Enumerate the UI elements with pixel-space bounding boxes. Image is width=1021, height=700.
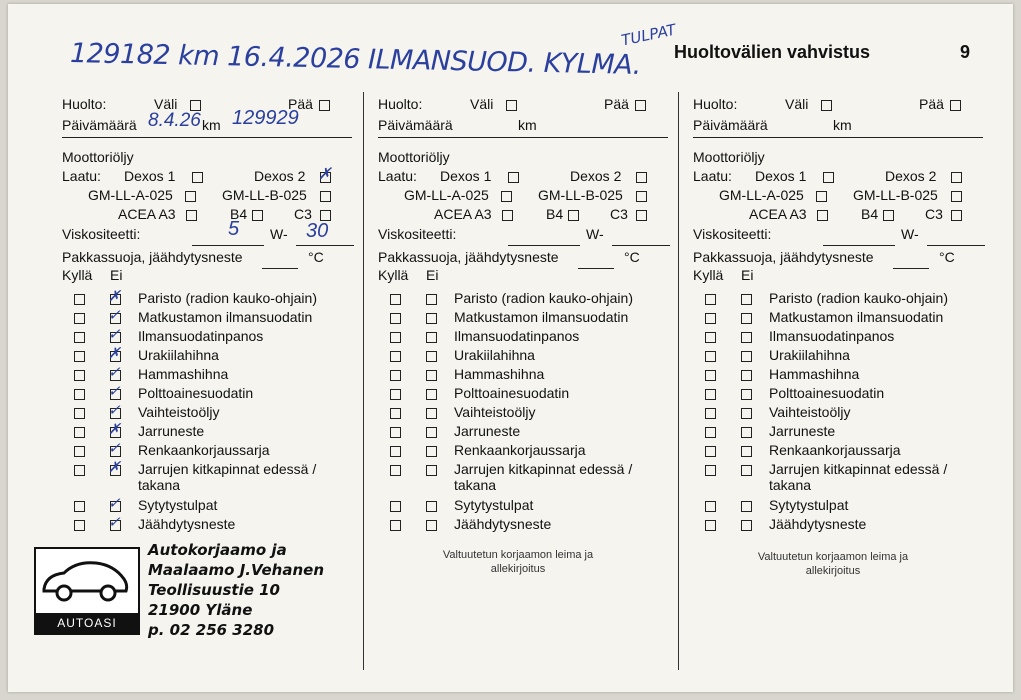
kylla-checkbox bbox=[705, 389, 716, 400]
checklist-item: Vaihteistoöljy bbox=[769, 404, 851, 420]
dexos2-label: Dexos 2 bbox=[570, 168, 622, 184]
paa-label: Pää bbox=[288, 96, 313, 112]
kylla-checkbox bbox=[390, 389, 401, 400]
checklist-item: Matkustamon ilmansuodatin bbox=[454, 309, 629, 325]
handwritten-mark: ✓ bbox=[108, 495, 121, 512]
handwritten-mark: ✓ bbox=[108, 364, 121, 381]
ei-checkbox bbox=[426, 501, 437, 512]
kylla-checkbox bbox=[705, 370, 716, 381]
c3-checkbox bbox=[636, 210, 647, 221]
paa-checkbox bbox=[950, 100, 961, 111]
dexos2-checkbox bbox=[636, 172, 647, 183]
kylla-checkbox bbox=[705, 427, 716, 438]
ei-checkbox bbox=[426, 465, 437, 476]
underline bbox=[262, 268, 298, 269]
kylla-checkbox bbox=[74, 370, 85, 381]
checklist-item: Paristo (radion kauko-ohjain) bbox=[769, 290, 948, 306]
ei-checkbox bbox=[741, 501, 752, 512]
paa-label: Pää bbox=[604, 96, 629, 112]
checklist-item: Jäähdytysneste bbox=[454, 516, 552, 532]
kylla-checkbox bbox=[74, 465, 85, 476]
dexos1-label: Dexos 1 bbox=[124, 168, 176, 184]
vali-label: Väli bbox=[154, 96, 178, 112]
checklist-item: Jäähdytysneste bbox=[769, 516, 867, 532]
ei-checkbox bbox=[741, 408, 752, 419]
dexos2-checkbox bbox=[951, 172, 962, 183]
acea-a3-label: ACEA A3 bbox=[434, 206, 492, 222]
kylla-checkbox bbox=[390, 313, 401, 324]
underline bbox=[62, 137, 352, 138]
checklist-item: Urakiilahihna bbox=[454, 347, 535, 363]
checklist-item: Polttoainesuodatin bbox=[769, 385, 885, 401]
kylla-checkbox bbox=[705, 408, 716, 419]
gm-b-checkbox bbox=[636, 191, 647, 202]
paivamaara-label: Päivämäärä bbox=[693, 117, 768, 133]
kylla-checkbox bbox=[390, 427, 401, 438]
ei-checkbox bbox=[741, 520, 752, 531]
kylla-label: Kyllä bbox=[378, 267, 409, 283]
handwritten-dexos2-mark: ✗ bbox=[318, 166, 332, 183]
handwritten-mark: ✗ bbox=[108, 459, 121, 476]
checklist-item: Renkaankorjaussarja bbox=[138, 442, 270, 458]
underline bbox=[378, 137, 668, 138]
paa-checkbox bbox=[319, 100, 330, 111]
underline bbox=[578, 268, 614, 269]
kylla-checkbox bbox=[705, 313, 716, 324]
pakkassuoja-label: Pakkassuoja, jäähdytysneste bbox=[693, 249, 874, 265]
ei-checkbox bbox=[741, 389, 752, 400]
kylla-label: Kyllä bbox=[62, 267, 93, 283]
stamp-line: Maalaamo J.Vehanen bbox=[148, 561, 325, 579]
ei-checkbox bbox=[426, 294, 437, 305]
huolto-label: Huolto: bbox=[693, 96, 738, 112]
kylla-checkbox bbox=[390, 520, 401, 531]
ei-checkbox bbox=[741, 370, 752, 381]
ei-checkbox bbox=[741, 465, 752, 476]
c3-checkbox bbox=[951, 210, 962, 221]
ei-label: Ei bbox=[110, 267, 123, 283]
checklist-item: Renkaankorjaussarja bbox=[769, 442, 901, 458]
stamp-line: p. 02 256 3280 bbox=[148, 621, 275, 639]
kylla-checkbox bbox=[74, 446, 85, 457]
kylla-checkbox bbox=[705, 294, 716, 305]
w-label: W- bbox=[586, 226, 604, 242]
underline bbox=[823, 245, 895, 246]
vali-checkbox bbox=[821, 100, 832, 111]
handwritten-visc-left: 5 bbox=[228, 218, 240, 240]
ei-checkbox bbox=[426, 408, 437, 419]
kylla-checkbox bbox=[390, 408, 401, 419]
kylla-checkbox bbox=[74, 351, 85, 362]
handwritten-mark: ✓ bbox=[108, 326, 121, 343]
c3-label: C3 bbox=[294, 206, 312, 222]
acea-a3-checkbox bbox=[817, 210, 828, 221]
viskositeetti-label: Viskositeetti: bbox=[62, 226, 141, 242]
vali-label: Väli bbox=[785, 96, 809, 112]
handwritten-mark: ✓ bbox=[108, 307, 121, 324]
acea-a3-label: ACEA A3 bbox=[749, 206, 807, 222]
acea-a3-checkbox bbox=[186, 210, 197, 221]
laatu-label: Laatu: bbox=[62, 168, 101, 184]
pakkassuoja-label: Pakkassuoja, jäähdytysneste bbox=[378, 249, 559, 265]
stamp-line: Teollisuustie 10 bbox=[148, 581, 280, 599]
checklist-item: Matkustamon ilmansuodatin bbox=[138, 309, 313, 325]
kylla-checkbox bbox=[705, 351, 716, 362]
ei-checkbox bbox=[741, 351, 752, 362]
handwritten-visc-right: 30 bbox=[306, 220, 329, 242]
handwritten-mark: ✗ bbox=[108, 345, 121, 362]
gm-a-label: GM-LL-A-025 bbox=[88, 187, 173, 203]
gm-b-label: GM-LL-B-025 bbox=[222, 187, 307, 203]
laatu-label: Laatu: bbox=[378, 168, 417, 184]
moottorioljy-label: Moottoriöljy bbox=[62, 149, 134, 165]
kylla-checkbox bbox=[74, 294, 85, 305]
handwritten-mark: ✓ bbox=[108, 402, 121, 419]
signature-caption: Valtuutetun korjaamon leima ja allekirjoitus bbox=[442, 549, 594, 575]
checklist-item: Hammashihna bbox=[454, 366, 545, 382]
km-label: km bbox=[518, 117, 537, 133]
dexos1-label: Dexos 1 bbox=[755, 168, 807, 184]
checklist-item: Urakiilahihna bbox=[138, 347, 219, 363]
service-booklet-page bbox=[8, 4, 1013, 692]
checklist-item: Jarruneste bbox=[138, 423, 205, 439]
checklist-item: Hammashihna bbox=[769, 366, 860, 382]
gm-a-checkbox bbox=[816, 191, 827, 202]
kylla-checkbox bbox=[74, 389, 85, 400]
column-divider bbox=[678, 92, 679, 670]
checklist-item: Matkustamon ilmansuodatin bbox=[769, 309, 944, 325]
kylla-checkbox bbox=[74, 501, 85, 512]
kylla-checkbox bbox=[390, 294, 401, 305]
handwritten-mark: ✗ bbox=[108, 288, 121, 305]
kylla-checkbox bbox=[705, 332, 716, 343]
stamp-line: Autokorjaamo ja bbox=[148, 541, 287, 559]
km-label: km bbox=[833, 117, 852, 133]
column-divider bbox=[363, 92, 364, 670]
kylla-checkbox bbox=[390, 351, 401, 362]
b4-checkbox bbox=[252, 210, 263, 221]
celsius-label: °C bbox=[308, 249, 324, 265]
ei-checkbox bbox=[426, 427, 437, 438]
signature-caption: Valtuutetun korjaamon leima ja allekirjoitus bbox=[757, 551, 909, 577]
underline bbox=[612, 245, 670, 246]
handwritten-header: 129182 km 16.4.2026 ILMANSUOD. KYLMA. bbox=[69, 38, 642, 81]
checklist-item: Polttoainesuodatin bbox=[138, 385, 254, 401]
kylla-checkbox bbox=[390, 370, 401, 381]
kylla-checkbox bbox=[705, 520, 716, 531]
handwritten-mark: ✗ bbox=[108, 421, 121, 438]
kylla-checkbox bbox=[705, 465, 716, 476]
ei-checkbox bbox=[741, 446, 752, 457]
dexos1-checkbox bbox=[508, 172, 519, 183]
car-icon bbox=[36, 549, 134, 609]
ei-checkbox bbox=[426, 446, 437, 457]
dexos1-label: Dexos 1 bbox=[440, 168, 492, 184]
underline bbox=[927, 245, 985, 246]
laatu-label: Laatu: bbox=[693, 168, 732, 184]
checklist-item: Sytytystulpat bbox=[454, 497, 534, 513]
kylla-checkbox bbox=[74, 408, 85, 419]
vali-label: Väli bbox=[470, 96, 494, 112]
moottorioljy-label: Moottoriöljy bbox=[693, 149, 765, 165]
logo-tag: AUTOASI bbox=[36, 613, 138, 633]
checklist-item: Jarrujen kitkapinnat edessä / takana bbox=[769, 461, 948, 493]
gm-b-label: GM-LL-B-025 bbox=[853, 187, 938, 203]
paa-checkbox bbox=[635, 100, 646, 111]
huolto-label: Huolto: bbox=[378, 96, 423, 112]
checklist-item: Jäähdytysneste bbox=[138, 516, 236, 532]
checklist-item: Renkaankorjaussarja bbox=[454, 442, 586, 458]
kylla-checkbox bbox=[390, 465, 401, 476]
kylla-checkbox bbox=[74, 427, 85, 438]
pakkassuoja-label: Pakkassuoja, jäähdytysneste bbox=[62, 249, 243, 265]
gm-a-label: GM-LL-A-025 bbox=[719, 187, 804, 203]
ei-checkbox bbox=[426, 351, 437, 362]
km-label: km bbox=[202, 117, 221, 133]
gm-a-checkbox bbox=[185, 191, 196, 202]
ei-checkbox bbox=[741, 332, 752, 343]
c3-label: C3 bbox=[925, 206, 943, 222]
kylla-checkbox bbox=[74, 313, 85, 324]
checklist-item: Polttoainesuodatin bbox=[454, 385, 570, 401]
checklist-item: Sytytystulpat bbox=[138, 497, 218, 513]
w-label: W- bbox=[901, 226, 919, 242]
b4-checkbox bbox=[568, 210, 579, 221]
ei-label: Ei bbox=[741, 267, 754, 283]
kylla-checkbox bbox=[705, 501, 716, 512]
underline bbox=[296, 245, 354, 246]
underline bbox=[693, 137, 983, 138]
checklist-item: Jarrujen kitkapinnat edessä / takana bbox=[454, 461, 633, 493]
paa-label: Pää bbox=[919, 96, 944, 112]
ei-checkbox bbox=[741, 313, 752, 324]
moottorioljy-label: Moottoriöljy bbox=[378, 149, 450, 165]
ei-checkbox bbox=[426, 370, 437, 381]
checklist-item: Ilmansuodatinpanos bbox=[138, 328, 264, 344]
workshop-stamp-logo bbox=[34, 547, 140, 635]
checklist-item: Jarruneste bbox=[454, 423, 521, 439]
underline bbox=[508, 245, 580, 246]
huolto-label: Huolto: bbox=[62, 96, 107, 112]
gm-b-label: GM-LL-B-025 bbox=[538, 187, 623, 203]
kylla-label: Kyllä bbox=[693, 267, 724, 283]
handwritten-km: 129929 bbox=[232, 107, 299, 129]
stamp-line: 21900 Yläne bbox=[148, 601, 253, 619]
celsius-label: °C bbox=[624, 249, 640, 265]
dexos1-checkbox bbox=[823, 172, 834, 183]
handwritten-mark: ✓ bbox=[108, 440, 121, 457]
checklist-item: Jarrujen kitkapinnat edessä / takana bbox=[138, 461, 317, 493]
gm-b-checkbox bbox=[951, 191, 962, 202]
kylla-checkbox bbox=[74, 520, 85, 531]
checklist-item: Paristo (radion kauko-ohjain) bbox=[138, 290, 317, 306]
workshop-stamp bbox=[148, 540, 324, 640]
checklist-item: Urakiilahihna bbox=[769, 347, 850, 363]
w-label: W- bbox=[270, 226, 288, 242]
dexos2-label: Dexos 2 bbox=[885, 168, 937, 184]
checklist-item: Hammashihna bbox=[138, 366, 229, 382]
b4-label: B4 bbox=[861, 206, 879, 222]
paivamaara-label: Päivämäärä bbox=[62, 117, 137, 133]
vali-checkbox bbox=[506, 100, 517, 111]
underline bbox=[192, 245, 264, 246]
kylla-checkbox bbox=[390, 446, 401, 457]
handwritten-date: 8.4.26 bbox=[148, 110, 201, 131]
kylla-checkbox bbox=[74, 332, 85, 343]
ei-checkbox bbox=[426, 313, 437, 324]
ei-checkbox bbox=[426, 332, 437, 343]
kylla-checkbox bbox=[390, 332, 401, 343]
ei-checkbox bbox=[741, 427, 752, 438]
c3-label: C3 bbox=[610, 206, 628, 222]
celsius-label: °C bbox=[939, 249, 955, 265]
ei-checkbox bbox=[426, 389, 437, 400]
checklist-item: Vaihteistoöljy bbox=[138, 404, 220, 420]
handwritten-header-extra: TULPAT bbox=[619, 20, 678, 50]
gm-a-label: GM-LL-A-025 bbox=[404, 187, 489, 203]
page-title: Huoltovälien vahvistus bbox=[674, 42, 871, 62]
checklist-item: Paristo (radion kauko-ohjain) bbox=[454, 290, 633, 306]
checklist-item: Jarruneste bbox=[769, 423, 836, 439]
viskositeetti-label: Viskositeetti: bbox=[378, 226, 457, 242]
dexos1-checkbox bbox=[192, 172, 203, 183]
checklist-item: Ilmansuodatinpanos bbox=[769, 328, 895, 344]
b4-label: B4 bbox=[546, 206, 564, 222]
gm-a-checkbox bbox=[501, 191, 512, 202]
ei-checkbox bbox=[741, 294, 752, 305]
b4-checkbox bbox=[883, 210, 894, 221]
checklist-item: Sytytystulpat bbox=[769, 497, 849, 513]
ei-checkbox bbox=[426, 520, 437, 531]
viskositeetti-label: Viskositeetti: bbox=[693, 226, 772, 242]
checklist-item: Vaihteistoöljy bbox=[454, 404, 536, 420]
kylla-checkbox bbox=[705, 446, 716, 457]
gm-b-checkbox bbox=[320, 191, 331, 202]
acea-a3-checkbox bbox=[502, 210, 513, 221]
ei-label: Ei bbox=[426, 267, 439, 283]
dexos2-label: Dexos 2 bbox=[254, 168, 306, 184]
page-number: 9 bbox=[960, 42, 971, 62]
underline bbox=[893, 268, 929, 269]
handwritten-mark: ✓ bbox=[108, 383, 121, 400]
kylla-checkbox bbox=[390, 501, 401, 512]
checklist-item: Ilmansuodatinpanos bbox=[454, 328, 580, 344]
b4-label: B4 bbox=[230, 206, 248, 222]
paivamaara-label: Päivämäärä bbox=[378, 117, 453, 133]
handwritten-mark: ✓ bbox=[108, 514, 121, 531]
acea-a3-label: ACEA A3 bbox=[118, 206, 176, 222]
